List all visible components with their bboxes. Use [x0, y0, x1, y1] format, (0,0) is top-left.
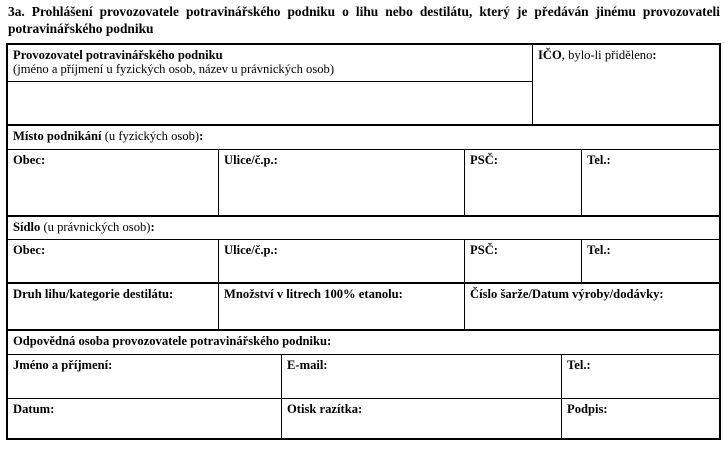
seat-obec-field[interactable]: [8, 240, 218, 283]
ico-colon: :: [652, 48, 657, 62]
pob-psc-field[interactable]: [465, 150, 581, 216]
ico-label: IČO: [538, 48, 562, 62]
seat-label: Sídlo: [13, 220, 41, 234]
pob-ulice-field[interactable]: [219, 150, 464, 216]
seat-obec-label: Obec:: [13, 243, 46, 257]
seat-colon: :: [150, 220, 155, 234]
form-heading: 3a. Prohlášení provozovatele potravinářského podniku o lihu nebo destilátu, který je předáván jinému provozovateli potravinářského podniku: [8, 4, 720, 36]
place-of-business-row: [8, 126, 719, 150]
ico-suffix: , bylo-li přiděleno: [561, 48, 653, 62]
product-batch-field[interactable]: [465, 284, 719, 329]
seat-tel-label: Tel.:: [587, 243, 611, 257]
product-type-label: Druh lihu/kategorie destilátu:: [13, 287, 174, 301]
pob-obec-field[interactable]: [8, 150, 218, 216]
seat-ulice-field[interactable]: [219, 240, 464, 283]
email-field[interactable]: [282, 355, 561, 399]
pob-tel-field[interactable]: [582, 150, 719, 216]
seat-psc-field[interactable]: [465, 240, 581, 283]
seat-tel-field[interactable]: [582, 240, 719, 283]
place-of-business-label: Místo podnikání: [13, 129, 102, 143]
responsible-tel-label: Tel.:: [567, 358, 591, 372]
divider: [218, 284, 219, 329]
seat-note: (u právnických osob): [40, 220, 151, 234]
operator-label-cell: [8, 45, 532, 82]
divider: [8, 81, 532, 82]
divider: [581, 240, 582, 283]
declaration-form: [6, 43, 721, 440]
operator-name-field[interactable]: [8, 82, 532, 125]
name-label: Jméno a příjmení:: [13, 358, 113, 372]
signature-label: Podpis:: [567, 402, 608, 416]
email-label: E-mail:: [287, 358, 328, 372]
ico-field[interactable]: [533, 45, 719, 125]
seat-psc-label: PSČ:: [470, 243, 498, 257]
product-batch-label: Číslo šarže/Datum výroby/dodávky:: [470, 287, 664, 301]
divider: [464, 240, 465, 283]
divider: [281, 355, 282, 438]
date-field[interactable]: [8, 399, 281, 438]
place-of-business-note: (u fyzických osob): [101, 129, 200, 143]
stamp-label: Otisk razítka:: [287, 402, 363, 416]
divider: [464, 284, 465, 329]
divider: [464, 150, 465, 216]
product-quantity-label: Množství v litrech 100% etanolu:: [224, 287, 403, 301]
product-type-field[interactable]: [8, 284, 218, 329]
pob-psc-label: PSČ:: [470, 153, 498, 167]
divider: [218, 240, 219, 283]
pob-tel-label: Tel.:: [587, 153, 611, 167]
date-label: Datum:: [13, 402, 55, 416]
product-quantity-field[interactable]: [219, 284, 464, 329]
divider: [561, 355, 562, 438]
responsible-tel-field[interactable]: [562, 355, 719, 399]
stamp-field[interactable]: [282, 399, 561, 438]
pob-obec-label: Obec:: [13, 153, 46, 167]
seat-ulice-label: Ulice/č.p.:: [224, 243, 278, 257]
name-field[interactable]: [8, 355, 281, 399]
seat-row: [8, 217, 719, 239]
divider: [581, 150, 582, 216]
pob-ulice-label: Ulice/č.p.:: [224, 153, 278, 167]
operator-label: Provozovatel potravinářského podniku: [13, 48, 223, 62]
place-of-business-colon: :: [199, 129, 204, 143]
divider: [218, 150, 219, 216]
operator-sublabel: (jméno a příjmení u fyzických osob, název u právnických osob): [13, 62, 335, 76]
responsible-label: Odpovědná osoba provozovatele potravinářského podniku:: [13, 334, 332, 348]
signature-field[interactable]: [562, 399, 719, 438]
responsible-row: [8, 331, 719, 355]
